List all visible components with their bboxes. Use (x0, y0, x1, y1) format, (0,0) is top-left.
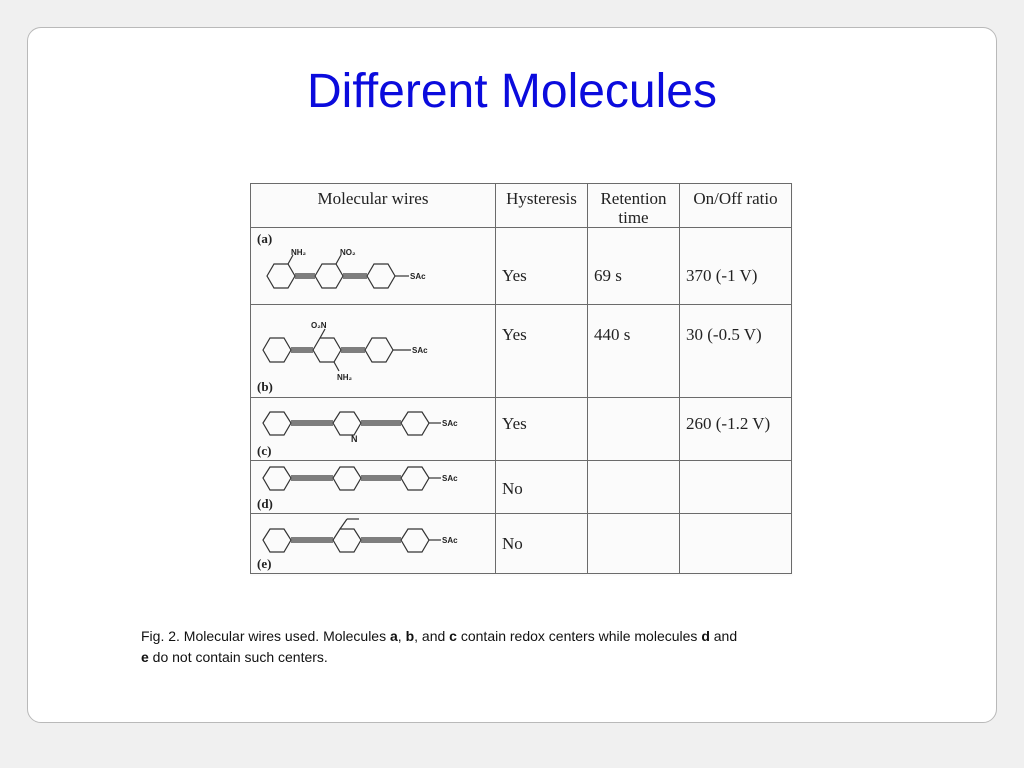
substituent-sac: SAc (412, 346, 428, 355)
substituent-sac: SAc (442, 474, 458, 483)
ratio-d (680, 461, 792, 514)
molecule-d-cell (251, 461, 496, 514)
retention-a: 69 s (588, 228, 680, 305)
substituent-no2: NO₂ (340, 248, 356, 257)
molecule-b-cell (251, 305, 496, 398)
molecular-wires-figure (250, 183, 793, 576)
label-d: (d) (257, 496, 273, 511)
ratio-c: 260 (-1.2 V) (680, 398, 792, 461)
substituent-sac: SAc (442, 536, 458, 545)
figure-caption: Fig. 2. Molecular wires used. Molecules a, b, and c contain redox centers while molecules d and e do not contain such centers. (141, 628, 738, 665)
molecule-c-structure (251, 398, 495, 460)
retention-d (588, 461, 680, 514)
hysteresis-a: Yes (496, 228, 588, 305)
substituent-nh2: NH₂ (291, 248, 307, 257)
header-hysteresis: Hysteresis (496, 184, 588, 228)
hysteresis-e: No (496, 514, 588, 574)
molecule-a-cell (251, 228, 496, 305)
caption-molecule-b: b (405, 628, 415, 644)
slide-title: Different Molecules (307, 65, 717, 118)
header-on-off-ratio: On/Off ratio (680, 184, 792, 228)
table-row (251, 398, 792, 461)
header-retention-time: Retention time (588, 184, 680, 228)
substituent-sac: SAc (410, 272, 426, 281)
table-row (251, 305, 792, 398)
table-row (251, 461, 792, 514)
molecular-wires-table (250, 183, 792, 574)
molecule-b-structure (251, 305, 495, 397)
substituent-nh2: NH₂ (337, 373, 353, 382)
molecule-e-cell (251, 514, 496, 574)
substituent-o2n: O₂N (311, 321, 327, 330)
label-e: (e) (257, 556, 272, 571)
ratio-b: 30 (-0.5 V) (680, 305, 792, 398)
retention-e (588, 514, 680, 574)
label-a: (a) (257, 231, 273, 246)
hysteresis-c: Yes (496, 398, 588, 461)
molecule-e-structure (251, 514, 495, 573)
substituent-sac: SAc (442, 419, 458, 428)
caption-molecule-e: e (141, 649, 149, 665)
hysteresis-d: No (496, 461, 588, 514)
hysteresis-b: Yes (496, 305, 588, 398)
caption-molecule-c: c (449, 628, 457, 644)
label-b: (b) (257, 379, 273, 394)
table-row (251, 228, 792, 305)
molecule-d-structure (251, 461, 495, 513)
caption-molecule-a: a (390, 628, 398, 644)
table-row (251, 514, 792, 574)
molecule-a-structure (251, 228, 495, 304)
header-molecular-wires: Molecular wires (251, 184, 496, 228)
label-c: (c) (257, 443, 272, 458)
ratio-a: 370 (-1 V) (680, 228, 792, 305)
molecule-c-cell (251, 398, 496, 461)
substituent-n: N (351, 434, 358, 444)
retention-b: 440 s (588, 305, 680, 398)
table-header-row (251, 184, 792, 228)
caption-molecule-d: d (701, 628, 710, 644)
ratio-e (680, 514, 792, 574)
slide (27, 27, 997, 723)
retention-c (588, 398, 680, 461)
